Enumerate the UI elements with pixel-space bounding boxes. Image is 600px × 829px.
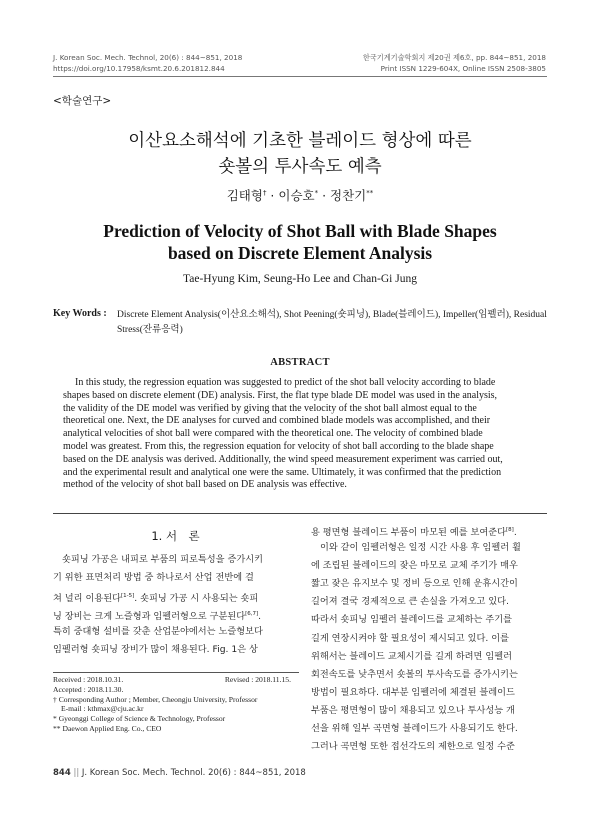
author-separator: · (266, 188, 279, 203)
body-text: . (513, 527, 517, 539)
right-column-body (311, 521, 548, 756)
body-line: 짧고 잦은 유지보수 및 정비 등으로 인해 운휴시간이 (311, 578, 518, 590)
abstract-heading: ABSTRACT (270, 357, 330, 368)
page-number: 844 (53, 768, 71, 778)
body-line: 방법이 필요하다. 대부분 임펠러에 체결된 블레이드 (311, 686, 515, 698)
email[interactable]: E-mail : kthmax@cju.ac.kr (61, 704, 144, 714)
author-3: 정찬기 (330, 188, 367, 203)
english-title-line2: based on Discrete Element Analysis (167, 243, 433, 263)
footer-separator: || (73, 768, 80, 778)
body-line: 길어져 결국 경제적으로 큰 손실을 가져오고 있다. (311, 596, 509, 608)
author-3-mark: ** (366, 188, 374, 197)
journal-header-right (363, 52, 546, 74)
left-column-body (53, 551, 299, 660)
body-line (311, 521, 548, 539)
doi-link[interactable]: https://doi.org/10.17958/ksmt.20.6.201812.844 (53, 64, 225, 73)
body-line: 이와 같이 임펠러형은 일정 시간 사용 후 임펠러 휠 (320, 542, 521, 554)
english-authors: Tae-Hyung Kim, Seung-Ho Lee and Chan-Gi Jung (183, 273, 417, 285)
received-date (53, 675, 299, 685)
body-line: 숏피닝 가공은 내피로 부품의 피로특성을 증가시키 (62, 554, 263, 565)
body-text: . (258, 611, 262, 623)
body-line: 기 위한 표면처리 방법 중 하나로서 산업 전반에 걸 (53, 572, 254, 584)
body-line: 따라서 숏피닝 임펠러 블레이드를 교체하는 주기를 (311, 614, 512, 626)
citation-ref[interactable]: [8] (506, 527, 514, 533)
body-line: 임펠러형 숏피닝 장비가 많이 채용된다. Fig. 1은 상 (53, 644, 258, 656)
revised-date: Revised : 2018.11.15. (224, 675, 291, 684)
author-2: 이승호 (278, 188, 315, 203)
body-line: 에 조립된 블레이드의 잦은 마모로 교체 주기가 매우 (311, 560, 518, 572)
footnote-divider (53, 672, 299, 673)
abstract-line: model was greatest. From this, the regression equation for velocity of shot ball according to the blade shape (63, 440, 494, 452)
journal-korean-citation: 한국기계기술학회지 제20권 제6호, pp. 844~851, 2018 (362, 53, 546, 62)
body-line (53, 587, 299, 605)
corresponding-author: † Corresponding Author ; Member, Cheongju University, Professor (53, 694, 258, 704)
issn-info: Print ISSN 1229-604X, Online ISSN 2508-3805 (380, 64, 546, 73)
body-line: 회전속도를 낮추면서 숏볼의 투사속도를 증가시키는 (311, 668, 518, 680)
journal-header-left (53, 52, 242, 74)
author-separator: · (318, 188, 331, 203)
body-text: 용 평면형 블레이드 부품이 마모된 예를 보여준다 (311, 527, 507, 539)
body-text: . 숏피닝 가공 시 사용되는 숏피 (134, 593, 259, 605)
body-line (53, 605, 299, 623)
abstract-body (63, 377, 537, 492)
author-1-mark: † (262, 188, 267, 197)
abstract-line: based on the DE analysis was derived. Additionally, the wind speed measurement experiment was carried out, (63, 453, 503, 465)
abstract-line: method of the velocity of shot ball based on DE analysis was effective. (63, 479, 347, 491)
author-1: 김태형 (226, 188, 263, 203)
accepted-date: Accepted : 2018.11.30. (53, 684, 124, 694)
body-line: 부품은 평면형이 많이 채용되고 있으나 투사성능 개 (311, 704, 515, 716)
journal-citation: J. Korean Soc. Mech. Technol, 20(6) : 844~851, 2018 (53, 53, 243, 62)
body-line: 그러나 곡면형 또한 접선각도의 제한으로 일정 수준 (311, 741, 515, 753)
korean-title-line2: 숏볼의 투사속도 예측 (218, 157, 382, 177)
body-line: 길게 연장시켜야 할 필요성이 제시되고 있다. 이를 (311, 632, 509, 644)
body-text: 쳐 널리 이용된다 (53, 593, 121, 605)
abstract-line: shapes based on discrete element (DE) analysis. First, the flat type blade DE model was used in the analysis, (63, 389, 498, 401)
affiliation-2: ** Daewon Applied Eng. Co., CEO (53, 723, 162, 733)
citation-ref[interactable]: [1-5] (120, 593, 135, 600)
korean-authors (0, 186, 600, 204)
author-2-mark: * (314, 188, 319, 197)
keywords-label: Key Words : (53, 308, 107, 319)
footer-citation: J. Korean Soc. Mech. Technol. 20(6) : 844~851, 2018 (81, 768, 306, 778)
abstract-line: theoretical one. Next, the DE analyses for curved and combined blade models was accomplished, and their (63, 415, 491, 427)
body-line: 선을 위해 일부 곡면형 블레이드가 사용되기도 한다. (311, 723, 518, 735)
body-line: 위해서는 블레이드 교체시기를 길게 하려면 임펠러 (311, 650, 512, 662)
header-divider (53, 76, 547, 77)
body-line: 특히 중대형 설비를 갖춘 산업분야에서는 노즐형보다 (53, 626, 263, 638)
abstract-divider (53, 513, 547, 514)
abstract-line: and the experimental result and analytical one were the same. Ultimately, it was confirmed that the prediction (63, 466, 502, 478)
abstract-line: In this study, the regression equation was suggested to predict of the shot ball velocity according to blade (75, 377, 496, 388)
abstract-line: analytical velocities of shot ball were compared with the theoretical one. The velocity of combined blade (63, 428, 483, 440)
article-category: <학술연구> (53, 95, 112, 107)
footnotes (53, 675, 299, 734)
section-heading-introduction: 1. 서 론 (151, 529, 200, 543)
page-footer (53, 768, 306, 778)
body-text: 닝 장비는 크게 노즐형과 임펠러형으로 구분된다 (53, 611, 246, 623)
korean-title-line1: 이산요소해석에 기초한 블레이드 형상에 따른 (128, 131, 472, 151)
keywords-text: Discrete Element Analysis(이산요소해석), Shot Peening(숏피닝), Blade(블레이드), Impeller(임펠러), Residual Stress(잔류응력) (117, 310, 547, 335)
abstract-line: the validity of the DE model was verified by giving that the velocity of the shot ball almost equal to the (63, 402, 477, 414)
affiliation-1: * Gyeonggi College of Science & Technology, Professor (53, 714, 226, 724)
english-title-line1: Prediction of Velocity of Shot Ball with Blade Shapes (103, 221, 497, 241)
citation-ref[interactable]: [6,7] (245, 611, 259, 618)
received-text: Received : 2018.10.31. (53, 675, 124, 684)
